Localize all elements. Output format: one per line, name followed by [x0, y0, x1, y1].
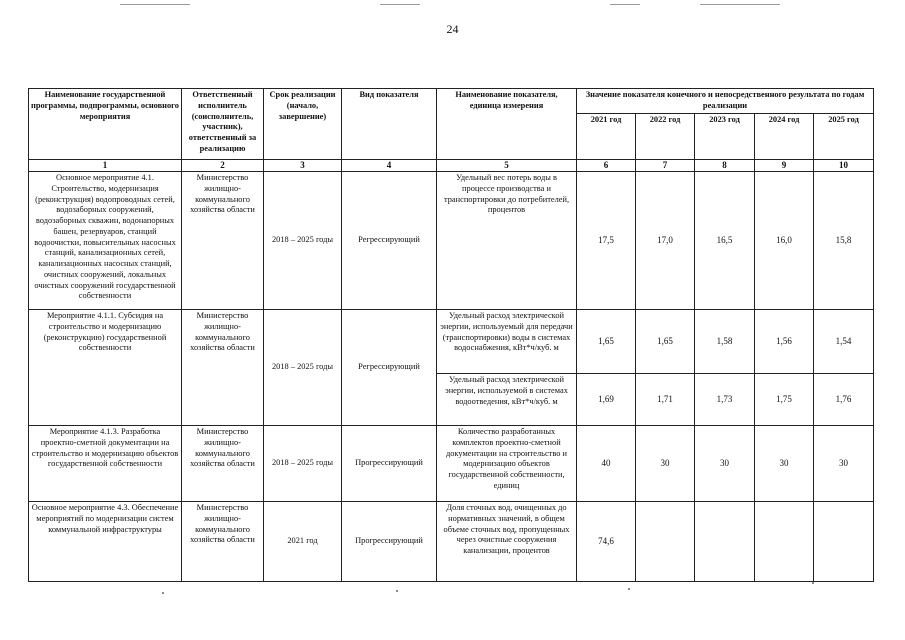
program-cell: Основное мероприятие 4.3. Обеспечение мероприятий по модернизации систем коммунальной инфраструктуры	[29, 502, 182, 582]
scan-edge-top-4	[700, 4, 780, 5]
executor-cell: Министерство жилищно-коммунального хозяйства области	[182, 172, 264, 310]
table-row	[29, 310, 874, 374]
scan-speck	[396, 590, 398, 592]
header-row	[29, 89, 874, 114]
header-program: Наименование государственной программы, подпрограммы, основного мероприятия	[29, 89, 182, 160]
value-cell: 1,73	[695, 374, 755, 426]
column-number: 7	[636, 159, 695, 172]
scan-speck	[628, 588, 630, 590]
program-cell: Основное мероприятие 4.1. Строительство, модернизация (реконструкция) водопроводных сетей, водозаборных сооружений, водозаборных скважин, водонапорных башен, резервуаров, станций водоочистки, повысительных насосных станций, канализационных сетей, канализационных насосных станций, очистных сооружений, локальных очистных сооружений государственной собственности	[29, 172, 182, 310]
value-cell: 1,76	[814, 374, 874, 426]
table-row	[29, 426, 874, 502]
header-indicator-name: Наименование показателя, единица измерения	[437, 89, 577, 160]
header-executor: Ответственный исполнитель (соисполнитель, участник), ответственный за реализацию	[182, 89, 264, 160]
value-cell: 30	[755, 426, 814, 502]
indicator-type-cell: Прогрессирующий	[342, 426, 437, 502]
value-cell: 17,0	[636, 172, 695, 310]
indicator-name-cell: Количество разработанных комплектов проектно-сметной документации на строительство и модернизацию объектов государственной собственности, единиц	[437, 426, 577, 502]
value-cell: 15,8	[814, 172, 874, 310]
program-cell: Мероприятие 4.1.1. Субсидия на строительство и модернизацию (реконструкцию) государственной собственности	[29, 310, 182, 426]
value-cell: 74,6	[577, 502, 636, 582]
scan-speck	[812, 582, 814, 584]
page-number: 24	[446, 22, 459, 36]
program-cell: Мероприятие 4.1.3. Разработка проектно-сметной документации на строительство и модернизацию объектов государственной собственности	[29, 426, 182, 502]
period-cell: 2018 – 2025 годы	[264, 310, 342, 426]
column-number: 6	[577, 159, 636, 172]
scan-edge-top-2	[380, 4, 420, 5]
column-number: 3	[264, 159, 342, 172]
indicator-name-cell: Удельный расход электрической энергии, используемый для передачи (транспортировки) воды в системах водоснабжения, кВт*ч/куб. м	[437, 310, 577, 374]
value-cell: 1,69	[577, 374, 636, 426]
indicator-type-cell: Прогрессирующий	[342, 502, 437, 582]
column-number-row	[29, 159, 874, 172]
value-cell: 16,0	[755, 172, 814, 310]
column-number: 10	[814, 159, 874, 172]
period-cell: 2021 год	[264, 502, 342, 582]
indicator-name-cell: Удельный расход электрической энергии, используемой в системах водоотведения, кВт*ч/куб. м	[437, 374, 577, 426]
value-cell: 1,54	[814, 310, 874, 374]
period-cell: 2018 – 2025 годы	[264, 172, 342, 310]
value-cell: 40	[577, 426, 636, 502]
value-cell	[695, 502, 755, 582]
scan-edge-top-3	[610, 4, 640, 5]
column-number: 2	[182, 159, 264, 172]
header-year: 2023 год	[695, 113, 755, 159]
value-cell: 1,58	[695, 310, 755, 374]
value-cell: 17,5	[577, 172, 636, 310]
value-cell: 16,5	[695, 172, 755, 310]
value-cell	[636, 502, 695, 582]
header-period: Срок реализации (начало, завершение)	[264, 89, 342, 160]
value-cell	[814, 502, 874, 582]
header-year: 2025 год	[814, 113, 874, 159]
column-number: 1	[29, 159, 182, 172]
header-year: 2022 год	[636, 113, 695, 159]
executor-cell: Министерство жилищно-коммунального хозяйства области	[182, 310, 264, 426]
column-number: 5	[437, 159, 577, 172]
table-row	[29, 502, 874, 582]
executor-cell: Министерство жилищно-коммунального хозяйства области	[182, 502, 264, 582]
column-number: 9	[755, 159, 814, 172]
value-cell: 1,65	[577, 310, 636, 374]
value-cell: 30	[695, 426, 755, 502]
value-cell: 30	[636, 426, 695, 502]
indicator-name-cell: Удельный вес потерь воды в процессе производства и транспортировки до потребителей, процентов	[437, 172, 577, 310]
header-year: 2024 год	[755, 113, 814, 159]
header-values-group: Значение показателя конечного и непосредственного результата по годам реализации	[577, 89, 874, 114]
value-cell: 1,56	[755, 310, 814, 374]
value-cell: 30	[814, 426, 874, 502]
value-cell: 1,71	[636, 374, 695, 426]
executor-cell: Министерство жилищно-коммунального хозяйства области	[182, 426, 264, 502]
indicator-type-cell: Регрессирующий	[342, 172, 437, 310]
column-number: 8	[695, 159, 755, 172]
value-cell: 1,65	[636, 310, 695, 374]
scan-edge-top-1	[120, 4, 190, 5]
indicator-name-cell: Доля сточных вод, очищенных до нормативных значений, в общем объеме сточных вод, пропущенных через очистные сооружения канализации, процентов	[437, 502, 577, 582]
indicator-type-cell: Регрессирующий	[342, 310, 437, 426]
indicators-table	[28, 88, 874, 582]
header-year: 2021 год	[577, 113, 636, 159]
value-cell: 1,75	[755, 374, 814, 426]
value-cell	[755, 502, 814, 582]
header-indicator-type: Вид показателя	[342, 89, 437, 160]
table-row	[29, 172, 874, 310]
period-cell: 2018 – 2025 годы	[264, 426, 342, 502]
scan-speck	[162, 592, 164, 594]
column-number: 4	[342, 159, 437, 172]
